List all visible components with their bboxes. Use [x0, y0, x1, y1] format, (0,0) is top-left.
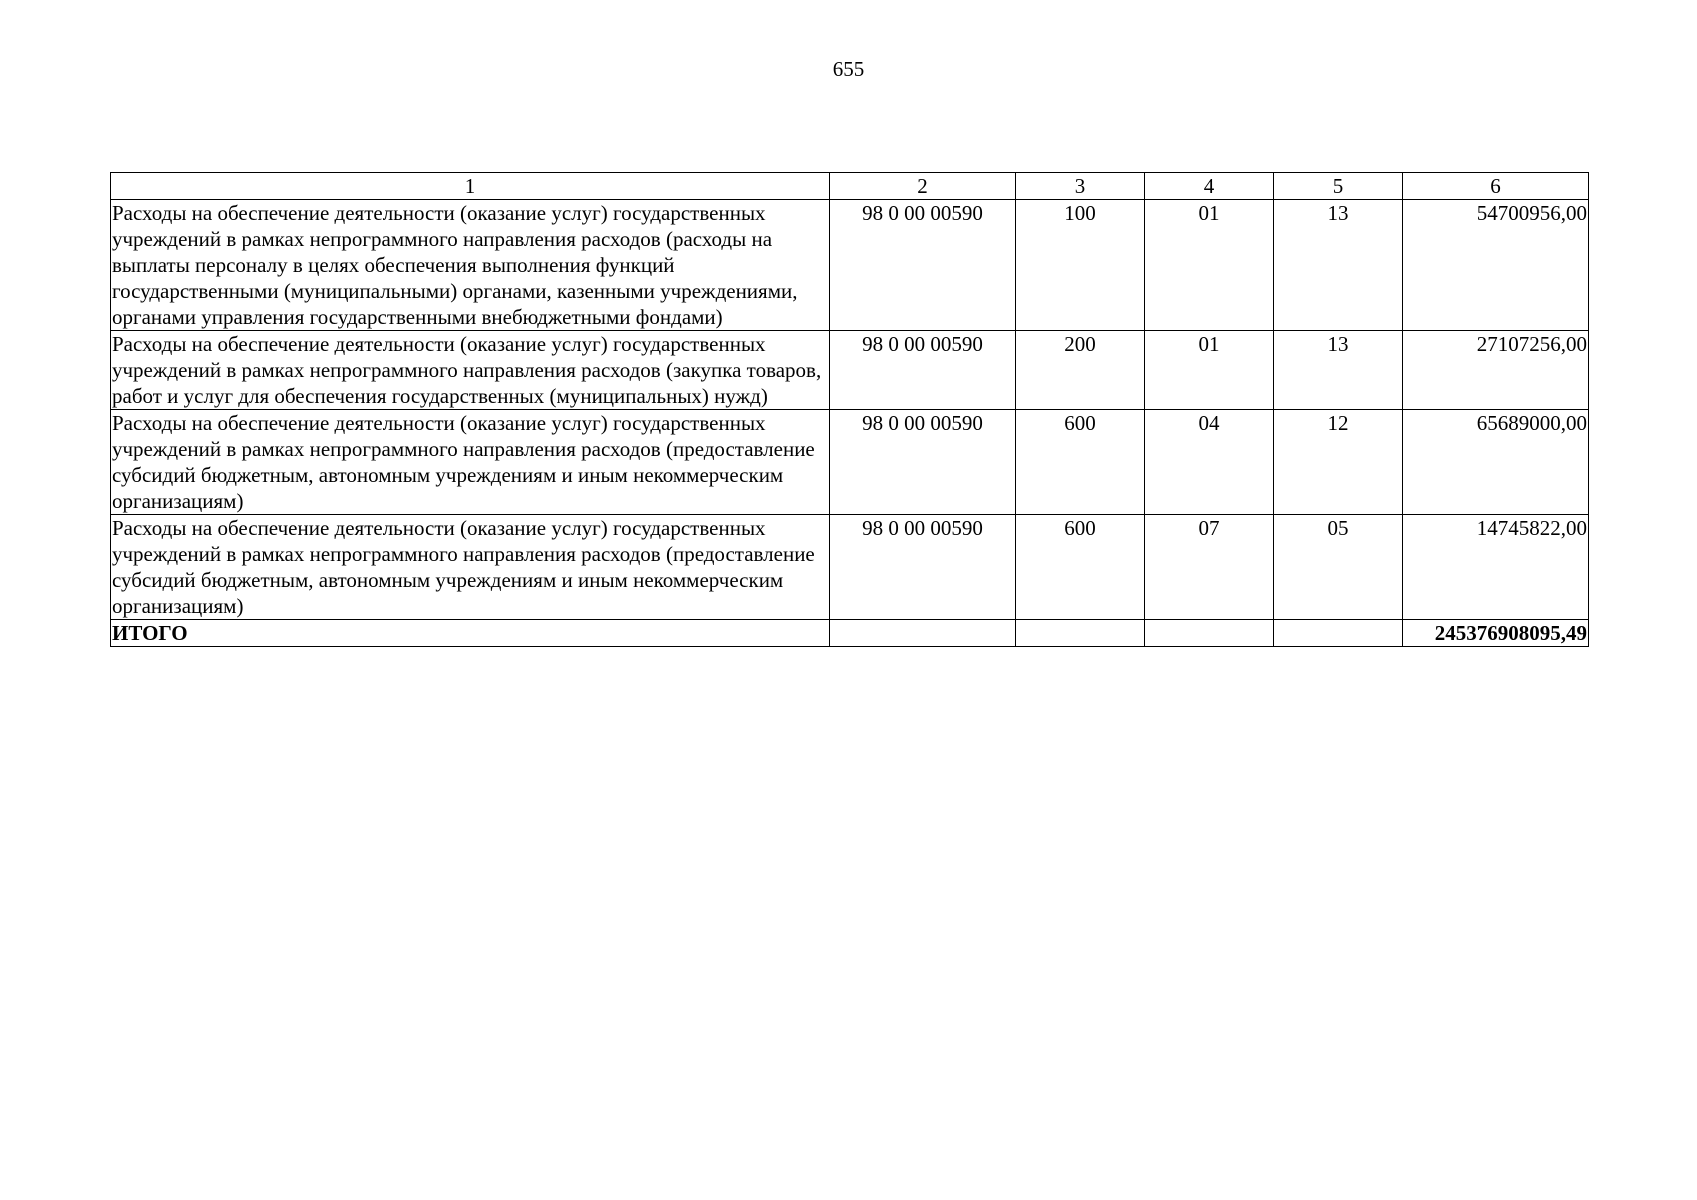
total-amount: 245376908095,49 [1403, 620, 1589, 647]
row-amount: 54700956,00 [1403, 200, 1589, 331]
table-row [111, 200, 1589, 331]
total-label: ИТОГО [111, 620, 830, 647]
row-type: 200 [1016, 331, 1145, 410]
column-header: 2 [830, 173, 1016, 200]
row-section: 07 [1145, 515, 1274, 620]
row-amount: 65689000,00 [1403, 410, 1589, 515]
row-section: 04 [1145, 410, 1274, 515]
row-subsection: 12 [1274, 410, 1403, 515]
row-amount: 14745822,00 [1403, 515, 1589, 620]
table-header-row [111, 173, 1589, 200]
row-section: 01 [1145, 200, 1274, 331]
row-type: 600 [1016, 410, 1145, 515]
column-header: 3 [1016, 173, 1145, 200]
row-section: 01 [1145, 331, 1274, 410]
row-code: 98 0 00 00590 [830, 410, 1016, 515]
row-amount: 27107256,00 [1403, 331, 1589, 410]
row-code: 98 0 00 00590 [830, 331, 1016, 410]
total-empty-cell [830, 620, 1016, 647]
total-row [111, 620, 1589, 647]
table-row [111, 331, 1589, 410]
total-empty-cell [1274, 620, 1403, 647]
row-subsection: 13 [1274, 200, 1403, 331]
page-number: 655 [832, 57, 865, 81]
row-description: Расходы на обеспечение деятельности (оказание услуг) государственных учреждений в рамках непрограммного направления расходов (расходы на выплаты персоналу в целях обеспечения выполнения функций государственными (муниципальными) органами, казенными учреждениями, органами управления государственными внебюджетными фондами) [111, 200, 830, 331]
table-row [111, 410, 1589, 515]
row-description: Расходы на обеспечение деятельности (оказание услуг) государственных учреждений в рамках непрограммного направления расходов (предоставление субсидий бюджетным, автономным учреждениям и иным некоммерческим организациям) [111, 410, 830, 515]
table-row [111, 515, 1589, 620]
row-type: 600 [1016, 515, 1145, 620]
total-empty-cell [1145, 620, 1274, 647]
column-header: 5 [1274, 173, 1403, 200]
row-subsection: 05 [1274, 515, 1403, 620]
column-header: 1 [111, 173, 830, 200]
row-description: Расходы на обеспечение деятельности (оказание услуг) государственных учреждений в рамках непрограммного направления расходов (предоставление субсидий бюджетным, автономным учреждениям и иным некоммерческим организациям) [111, 515, 830, 620]
row-subsection: 13 [1274, 331, 1403, 410]
column-header: 6 [1403, 173, 1589, 200]
total-empty-cell [1016, 620, 1145, 647]
row-description: Расходы на обеспечение деятельности (оказание услуг) государственных учреждений в рамках непрограммного направления расходов (закупка товаров, работ и услуг для обеспечения государственных (муниципальных) нужд) [111, 331, 830, 410]
row-type: 100 [1016, 200, 1145, 331]
row-code: 98 0 00 00590 [830, 200, 1016, 331]
row-code: 98 0 00 00590 [830, 515, 1016, 620]
budget-table [110, 172, 1589, 647]
column-header: 4 [1145, 173, 1274, 200]
